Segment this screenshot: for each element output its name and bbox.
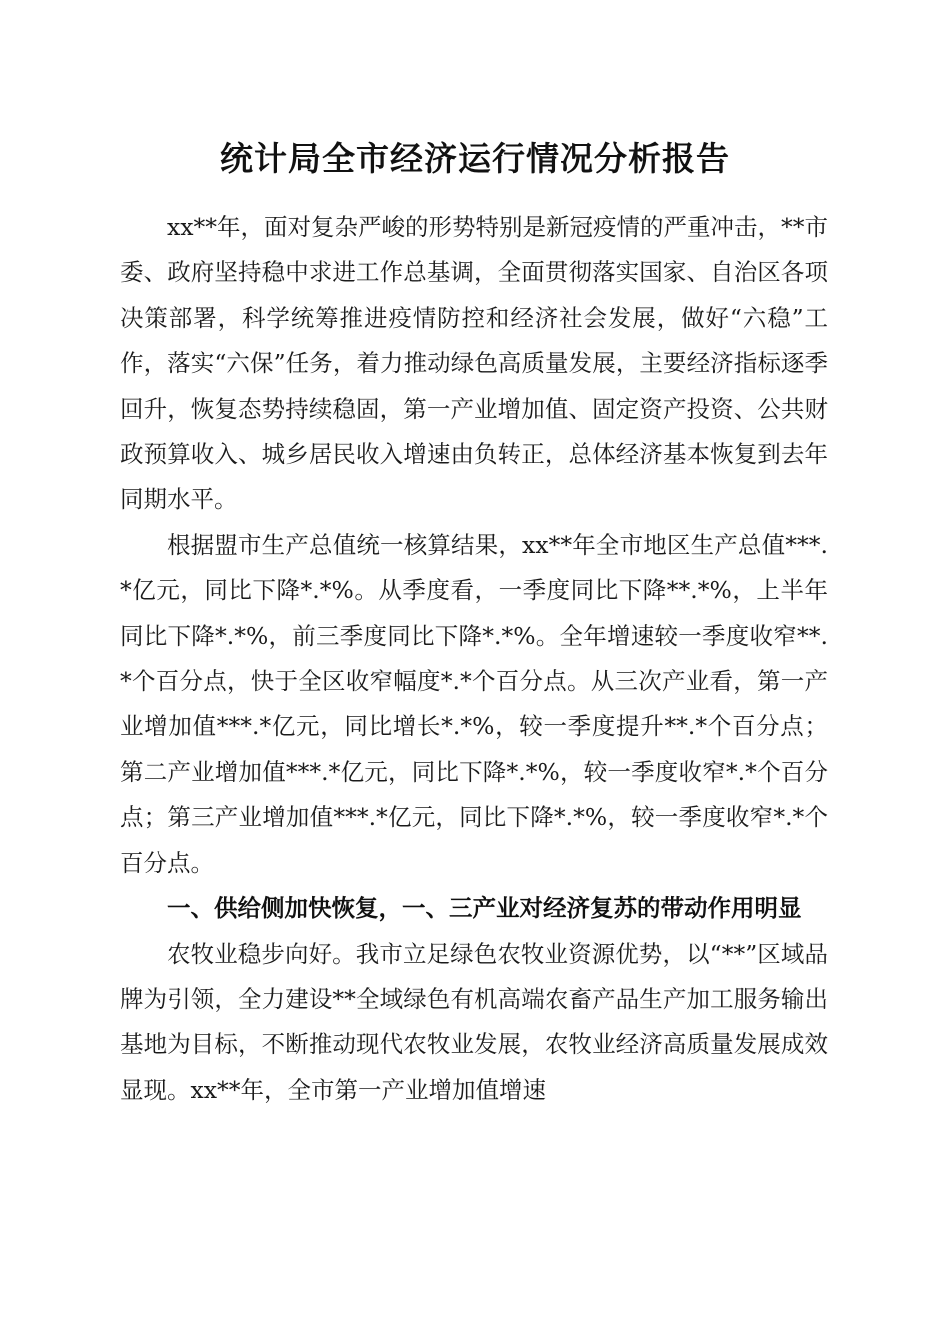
intro-paragraph: xx**年，面对复杂严峻的形势特别是新冠疫情的严重冲击，**市委、政府坚持稳中求进工作总基调，全面贯彻落实国家、自治区各项决策部署，科学统筹推进疫情防控和经济社会发展，做好“六稳”工作，落实“六保”任务，着力推动绿色高质量发展，主要经济指标逐季回升，恢复态势持续稳固，第一产业增加值、固定资产投资、公共财政预算收入、城乡居民收入增速由负转正，总体经济基本恢复到去年同期水平。 xyxy=(120,213,829,514)
section-heading: 一、供给侧加快恢复，一、三产业对经济复苏的带动作用明显 xyxy=(167,894,802,923)
document-body xyxy=(120,205,828,1113)
agriculture-paragraph: 农牧业稳步向好。我市立足绿色农牧业资源优势，以“**”区域品牌为引领，全力建设**全域绿色有机高端农畜产品生产加工服务输出基地为目标，不断推动现代农牧业发展，农牧业经济高质量发展成效显现。xx**年，全市第一产业增加值增速 xyxy=(120,939,828,1104)
gdp-paragraph: 根据盟市生产总值统一核算结果，xx**年全市地区生产总值***.*亿元，同比下降*.*%。从季度看，一季度同比下降**.*%，上半年同比下降*.*%，前三季度同比下降*.*%。全年增速较一季度收窄**.*个百分点，快于全区收窄幅度*.*个百分点。从三次产业看，第一产业增加值***.*亿元，同比增长*.*%，较一季度提升**.*个百分点；第二产业增加值***.*亿元，同比下降*.*%，较一季度收窄*.*个百分点；第三产业增加值***.*亿元，同比下降*.*%，较一季度收窄*.*个百分点。 xyxy=(120,530,828,877)
document-title: 统计局全市经济运行情况分析报告 xyxy=(220,139,730,178)
